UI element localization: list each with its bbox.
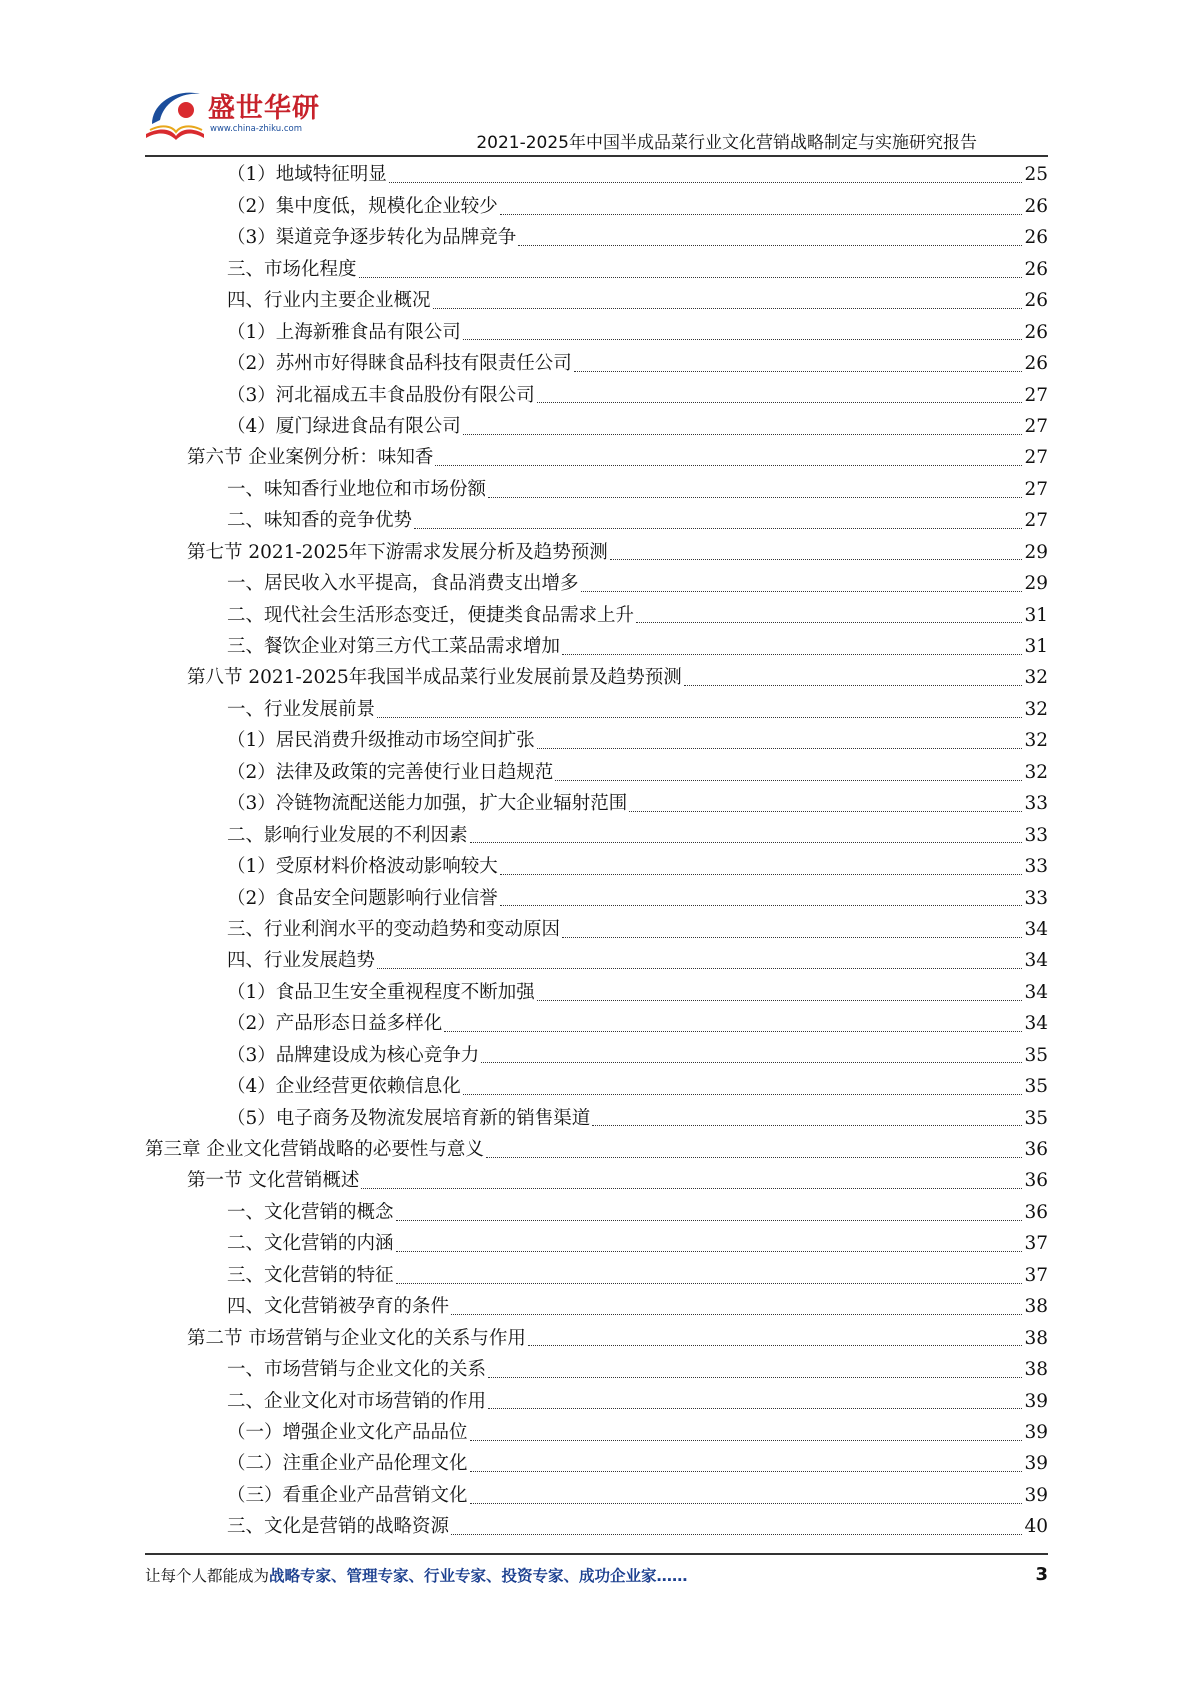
toc-dot-leader xyxy=(396,1251,1023,1252)
toc-entry-page: 32 xyxy=(1024,698,1048,720)
toc-dot-leader xyxy=(684,685,1023,686)
toc-entry-page: 27 xyxy=(1024,510,1048,532)
toc-entry-page: 26 xyxy=(1024,321,1048,343)
toc-dot-leader xyxy=(636,622,1022,623)
toc-entry-page: 39 xyxy=(1024,1484,1048,1506)
toc-entry-title: 第一节 文化营销概述 xyxy=(187,1170,360,1192)
toc-dot-leader xyxy=(518,245,1022,246)
toc-dot-leader xyxy=(470,1503,1023,1504)
toc-dot-leader xyxy=(463,339,1023,340)
toc-entry-page: 26 xyxy=(1024,195,1048,217)
toc-entry-section[interactable] xyxy=(0,537,1191,568)
toc-entry-title: （二）注重企业产品伦理文化 xyxy=(227,1453,468,1475)
toc-entry-section[interactable] xyxy=(0,663,1191,694)
toc-entry-title: 一、居民收入水平提高，食品消费支出增多 xyxy=(227,573,579,595)
toc-entry-item[interactable] xyxy=(0,254,1191,285)
toc-entry-page: 36 xyxy=(1024,1201,1048,1223)
toc-entry-page: 34 xyxy=(1024,981,1048,1003)
toc-entry-page: 26 xyxy=(1024,227,1048,249)
brand-logo xyxy=(142,84,322,148)
toc-entry-page: 35 xyxy=(1024,1107,1048,1129)
toc-entry-page: 33 xyxy=(1024,856,1048,878)
toc-dot-leader xyxy=(610,559,1023,560)
toc-entry-page: 25 xyxy=(1024,164,1048,186)
toc-entry-page: 38 xyxy=(1024,1296,1048,1318)
toc-dot-leader xyxy=(555,780,1022,781)
toc-entry-item[interactable] xyxy=(0,915,1191,946)
toc-entry-sub[interactable] xyxy=(0,317,1191,348)
toc-entry-chapter[interactable] xyxy=(0,1135,1191,1166)
toc-entry-title: （2）食品安全问题影响行业信誉 xyxy=(227,887,498,909)
toc-entry-sub[interactable] xyxy=(0,726,1191,757)
toc-dot-leader xyxy=(470,1440,1023,1441)
toc-entry-title: （3）渠道竞争逐步转化为品牌竞争 xyxy=(227,227,517,249)
toc-entry-page: 38 xyxy=(1024,1359,1048,1381)
toc-dot-leader xyxy=(361,1188,1022,1189)
table-of-contents xyxy=(0,160,1191,1543)
toc-dot-leader xyxy=(500,905,1023,906)
toc-dot-leader xyxy=(463,434,1023,435)
toc-dot-leader xyxy=(444,1031,1022,1032)
page-header xyxy=(0,0,1191,160)
toc-entry-item[interactable] xyxy=(0,1386,1191,1417)
toc-dot-leader xyxy=(377,717,1022,718)
toc-entry-sub[interactable] xyxy=(0,160,1191,191)
toc-entry-item[interactable] xyxy=(0,1260,1191,1291)
toc-entry-title: 第八节 2021-2025年我国半成品菜行业发展前景及趋势预测 xyxy=(187,667,682,689)
toc-entry-page: 32 xyxy=(1024,667,1048,689)
toc-dot-leader xyxy=(463,1094,1023,1095)
toc-entry-page: 36 xyxy=(1024,1170,1048,1192)
toc-entry-page: 34 xyxy=(1024,918,1048,940)
toc-entry-page: 26 xyxy=(1024,258,1048,280)
toc-entry-page: 34 xyxy=(1024,1013,1048,1035)
toc-entry-title: （3）冷链物流配送能力加强，扩大企业辐射范围 xyxy=(227,793,628,815)
toc-entry-item[interactable] xyxy=(0,1292,1191,1323)
toc-dot-leader xyxy=(488,1377,1022,1378)
toc-dot-leader xyxy=(451,1314,1022,1315)
report-title: 2021-2025年中国半成品菜行业文化营销战略制定与实施研究报告 xyxy=(476,133,977,153)
toc-entry-page: 29 xyxy=(1024,573,1048,595)
toc-entry-sub[interactable] xyxy=(0,1072,1191,1103)
toc-entry-title: （1）上海新雅食品有限公司 xyxy=(227,321,461,343)
toc-entry-title: 三、餐饮企业对第三方代工菜品需求增加 xyxy=(227,636,561,658)
footer-slogan-prefix: 让每个人都能成为 xyxy=(145,1567,270,1585)
toc-entry-title: 第七节 2021-2025年下游需求发展分析及趋势预测 xyxy=(187,541,608,563)
footer-slogan-highlight: 战略专家、管理专家、行业专家、投资专家、成功企业家…… xyxy=(269,1567,688,1585)
toc-entry-title: （4）厦门绿进食品有限公司 xyxy=(227,415,461,437)
toc-dot-leader xyxy=(451,1534,1022,1535)
toc-entry-title: （3）河北福成五丰食品股份有限公司 xyxy=(227,384,535,406)
toc-entry-title: 第六节 企业案例分析：味知香 xyxy=(187,447,434,469)
toc-entry-sub[interactable] xyxy=(0,977,1191,1008)
toc-entry-sub[interactable] xyxy=(0,380,1191,411)
toc-entry-title: （三）看重企业产品营销文化 xyxy=(227,1484,468,1506)
toc-entry-page: 33 xyxy=(1024,887,1048,909)
toc-entry-title: （2）产品形态日益多样化 xyxy=(227,1013,443,1035)
toc-entry-section[interactable] xyxy=(0,1166,1191,1197)
toc-entry-title: （4）企业经营更依赖信息化 xyxy=(227,1076,461,1098)
toc-entry-sub[interactable] xyxy=(0,1103,1191,1134)
toc-entry-page: 27 xyxy=(1024,415,1048,437)
toc-entry-title: 一、行业发展前景 xyxy=(227,698,376,720)
toc-dot-leader xyxy=(528,1345,1023,1346)
toc-entry-page: 32 xyxy=(1024,730,1048,752)
toc-entry-item[interactable] xyxy=(0,1229,1191,1260)
toc-entry-title: 第二节 市场营销与企业文化的关系与作用 xyxy=(187,1327,526,1349)
toc-dot-leader xyxy=(488,1408,1022,1409)
toc-entry-title: 三、文化是营销的战略资源 xyxy=(227,1516,450,1538)
toc-entry-item[interactable] xyxy=(0,820,1191,851)
toc-entry-page: 27 xyxy=(1024,384,1048,406)
toc-entry-title: （一）增强企业文化产品品位 xyxy=(227,1421,468,1443)
toc-entry-title: （1）食品卫生安全重视程度不断加强 xyxy=(227,981,535,1003)
toc-entry-page: 33 xyxy=(1024,824,1048,846)
toc-entry-title: （1）受原材料价格波动影响较大 xyxy=(227,856,498,878)
toc-dot-leader xyxy=(574,371,1023,372)
toc-entry-page: 37 xyxy=(1024,1264,1048,1286)
toc-dot-leader xyxy=(435,465,1022,466)
toc-dot-leader xyxy=(481,1062,1022,1063)
toc-entry-item[interactable] xyxy=(0,632,1191,663)
toc-entry-page: 26 xyxy=(1024,353,1048,375)
toc-entry-title: 三、文化营销的特征 xyxy=(227,1264,394,1286)
toc-dot-leader xyxy=(396,1220,1023,1221)
toc-entry-section[interactable] xyxy=(0,1323,1191,1354)
toc-entry-page: 37 xyxy=(1024,1233,1048,1255)
book-swoosh-icon xyxy=(142,84,206,148)
toc-entry-sub[interactable] xyxy=(0,191,1191,222)
toc-dot-leader xyxy=(433,308,1023,309)
toc-dot-leader xyxy=(500,214,1023,215)
toc-dot-leader xyxy=(592,1125,1022,1126)
toc-dot-leader xyxy=(486,1157,1023,1158)
toc-entry-page: 40 xyxy=(1024,1516,1048,1538)
toc-entry-title: 四、文化营销被孕育的条件 xyxy=(227,1296,450,1318)
toc-entry-item[interactable] xyxy=(0,946,1191,977)
toc-entry-item[interactable] xyxy=(0,1355,1191,1386)
page-footer xyxy=(145,1564,1048,1594)
toc-entry-sub[interactable] xyxy=(0,412,1191,443)
toc-entry-page: 39 xyxy=(1024,1390,1048,1412)
toc-entry-title: 一、文化营销的概念 xyxy=(227,1201,394,1223)
toc-entry-item[interactable] xyxy=(0,694,1191,725)
toc-entry-title: （2）苏州市好得睐食品科技有限责任公司 xyxy=(227,353,572,375)
toc-entry-page: 39 xyxy=(1024,1453,1048,1475)
toc-dot-leader xyxy=(629,811,1022,812)
toc-entry-page: 31 xyxy=(1024,636,1048,658)
toc-entry-sub[interactable] xyxy=(0,1480,1191,1511)
toc-entry-page: 38 xyxy=(1024,1327,1048,1349)
toc-dot-leader xyxy=(581,591,1023,592)
toc-entry-sub[interactable] xyxy=(0,1009,1191,1040)
toc-entry-sub[interactable] xyxy=(0,757,1191,788)
toc-entry-title: （5）电子商务及物流发展培育新的销售渠道 xyxy=(227,1107,591,1129)
toc-dot-leader xyxy=(537,1000,1023,1001)
toc-dot-leader xyxy=(537,402,1023,403)
toc-dot-leader xyxy=(396,1283,1023,1284)
toc-entry-title: （2）集中度低，规模化企业较少 xyxy=(227,195,498,217)
toc-entry-title: （1）地域特征明显 xyxy=(227,164,387,186)
toc-entry-item[interactable] xyxy=(0,506,1191,537)
toc-entry-page: 34 xyxy=(1024,950,1048,972)
toc-dot-leader xyxy=(377,968,1022,969)
toc-entry-title: 一、市场营销与企业文化的关系 xyxy=(227,1359,487,1381)
toc-dot-leader xyxy=(537,748,1023,749)
toc-entry-sub[interactable] xyxy=(0,1040,1191,1071)
toc-entry-sub[interactable] xyxy=(0,1449,1191,1480)
toc-dot-leader xyxy=(470,842,1023,843)
toc-entry-page: 31 xyxy=(1024,604,1048,626)
toc-entry-sub[interactable] xyxy=(0,883,1191,914)
toc-dot-leader xyxy=(500,874,1023,875)
brand-name: 盛世华研 xyxy=(208,93,320,124)
toc-entry-item[interactable] xyxy=(0,286,1191,317)
toc-dot-leader xyxy=(470,1471,1023,1472)
toc-entry-title: 一、味知香行业地位和市场份额 xyxy=(227,478,487,500)
toc-entry-page: 29 xyxy=(1024,541,1048,563)
toc-entry-title: 三、行业利润水平的变动趋势和变动原因 xyxy=(227,918,561,940)
toc-entry-page: 32 xyxy=(1024,761,1048,783)
toc-dot-leader xyxy=(562,937,1022,938)
toc-entry-title: 二、影响行业发展的不利因素 xyxy=(227,824,468,846)
toc-entry-item[interactable] xyxy=(0,1512,1191,1543)
toc-entry-section[interactable] xyxy=(0,443,1191,474)
toc-entry-sub[interactable] xyxy=(0,852,1191,883)
toc-entry-item[interactable] xyxy=(0,474,1191,505)
toc-entry-page: 35 xyxy=(1024,1044,1048,1066)
toc-entry-sub[interactable] xyxy=(0,1418,1191,1449)
page-number: 3 xyxy=(1035,1564,1048,1585)
header-divider xyxy=(145,155,1048,157)
toc-entry-page: 33 xyxy=(1024,793,1048,815)
toc-entry-title: （3）品牌建设成为核心竞争力 xyxy=(227,1044,480,1066)
toc-entry-title: （2）法律及政策的完善使行业日趋规范 xyxy=(227,761,554,783)
toc-entry-page: 35 xyxy=(1024,1076,1048,1098)
toc-entry-item[interactable] xyxy=(0,569,1191,600)
toc-entry-title: 四、行业内主要企业概况 xyxy=(227,290,431,312)
toc-entry-page: 39 xyxy=(1024,1421,1048,1443)
toc-entry-sub[interactable] xyxy=(0,223,1191,254)
toc-entry-title: 二、味知香的竞争优势 xyxy=(227,510,413,532)
toc-entry-page: 27 xyxy=(1024,478,1048,500)
toc-entry-title: （1）居民消费升级推动市场空间扩张 xyxy=(227,730,535,752)
toc-entry-title: 二、企业文化对市场营销的作用 xyxy=(227,1390,487,1412)
toc-entry-title: 第三章 企业文化营销战略的必要性与意义 xyxy=(145,1139,484,1161)
toc-entry-title: 二、现代社会生活形态变迁，便捷类食品需求上升 xyxy=(227,604,635,626)
toc-entry-page: 26 xyxy=(1024,290,1048,312)
toc-dot-leader xyxy=(562,654,1022,655)
toc-entry-item[interactable] xyxy=(0,1197,1191,1228)
toc-dot-leader xyxy=(488,497,1022,498)
toc-entry-page: 36 xyxy=(1024,1139,1048,1161)
footer-divider xyxy=(145,1553,1048,1555)
toc-entry-title: 四、行业发展趋势 xyxy=(227,950,376,972)
toc-entry-sub[interactable] xyxy=(0,349,1191,380)
toc-entry-title: 二、文化营销的内涵 xyxy=(227,1233,394,1255)
toc-dot-leader xyxy=(389,182,1023,183)
brand-url: www.china-zhiku.com xyxy=(210,124,302,134)
toc-entry-title: 三、市场化程度 xyxy=(227,258,357,280)
toc-dot-leader xyxy=(414,528,1022,529)
toc-dot-leader xyxy=(359,277,1023,278)
toc-entry-page: 27 xyxy=(1024,447,1048,469)
toc-entry-sub[interactable] xyxy=(0,789,1191,820)
toc-entry-item[interactable] xyxy=(0,600,1191,631)
